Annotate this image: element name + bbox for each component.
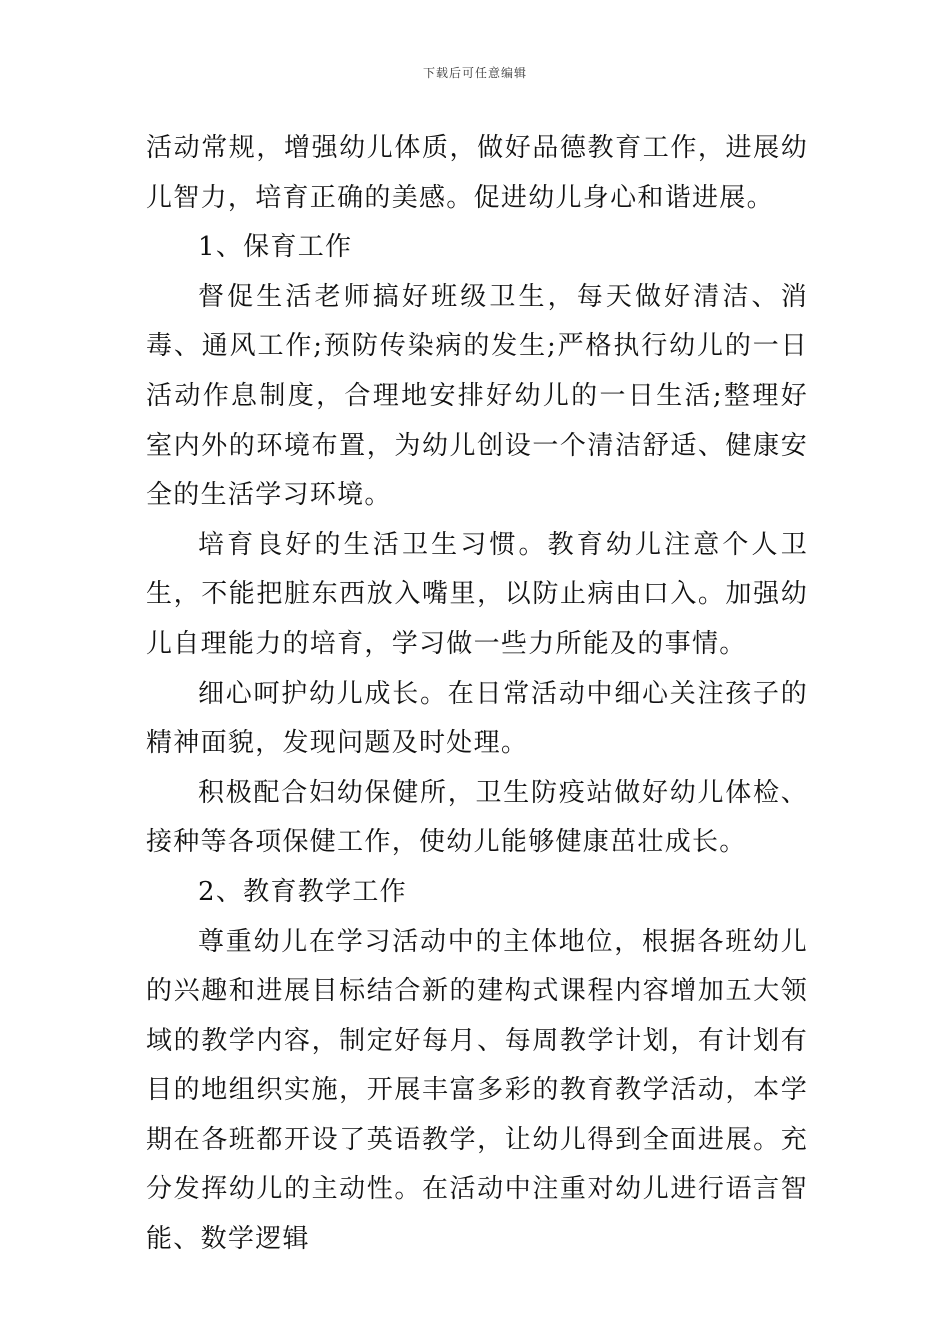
document-body [146,124,808,1265]
page-header: 下载后可任意编辑 [422,66,527,80]
paragraph-4: 细心呵护幼儿成长。在日常活动中细心关注孩子的精神面貌，发现问题及时处理。 [146,678,808,759]
section-heading-childcare: 1、保育工作 [198,232,353,263]
paragraph-6: 尊重幼儿在学习活动中的主体地位，根据各班幼儿的兴趣和进展目标结合新的建构式课程内容增加五大领域的教学内容，制定好每月、每周教学计划，有计划有目的地组织实施，开展丰富多彩的教育教学活动，本学期在各班都开设了英语教学，让幼儿得到全面进展。充分发挥幼儿的主动性。在活动中注重对幼儿进行语言智能、数学逻辑 [146,926,808,1255]
paragraph-1: 活动常规，增强幼儿体质，做好品德教育工作，进展幼儿智力，培育正确的美感。促进幼儿身心和谐进展。 [146,133,808,213]
paragraph-5: 积极配合妇幼保健所，卫生防疫站做好幼儿体检、接种等各项保健工作，使幼儿能够健康茁壮成长。 [146,777,808,858]
paragraph-3: 培育良好的生活卫生习惯。教育幼儿注意个人卫生，不能把脏东西放入嘴里，以防止病由口入。加强幼儿自理能力的培育，学习做一些力所能及的事情。 [146,529,808,659]
section-heading-teaching: 2、教育教学工作 [198,876,407,907]
paragraph-2: 督促生活老师搞好班级卫生，每天做好清洁、消毒、通风工作;预防传染病的发生;严格执行幼儿的一日活动作息制度，合理地安排好幼儿的一日生活;整理好室内外的环境布置，为幼儿创设一个清洁舒适、健康安全的生活学习环境。 [146,281,808,511]
